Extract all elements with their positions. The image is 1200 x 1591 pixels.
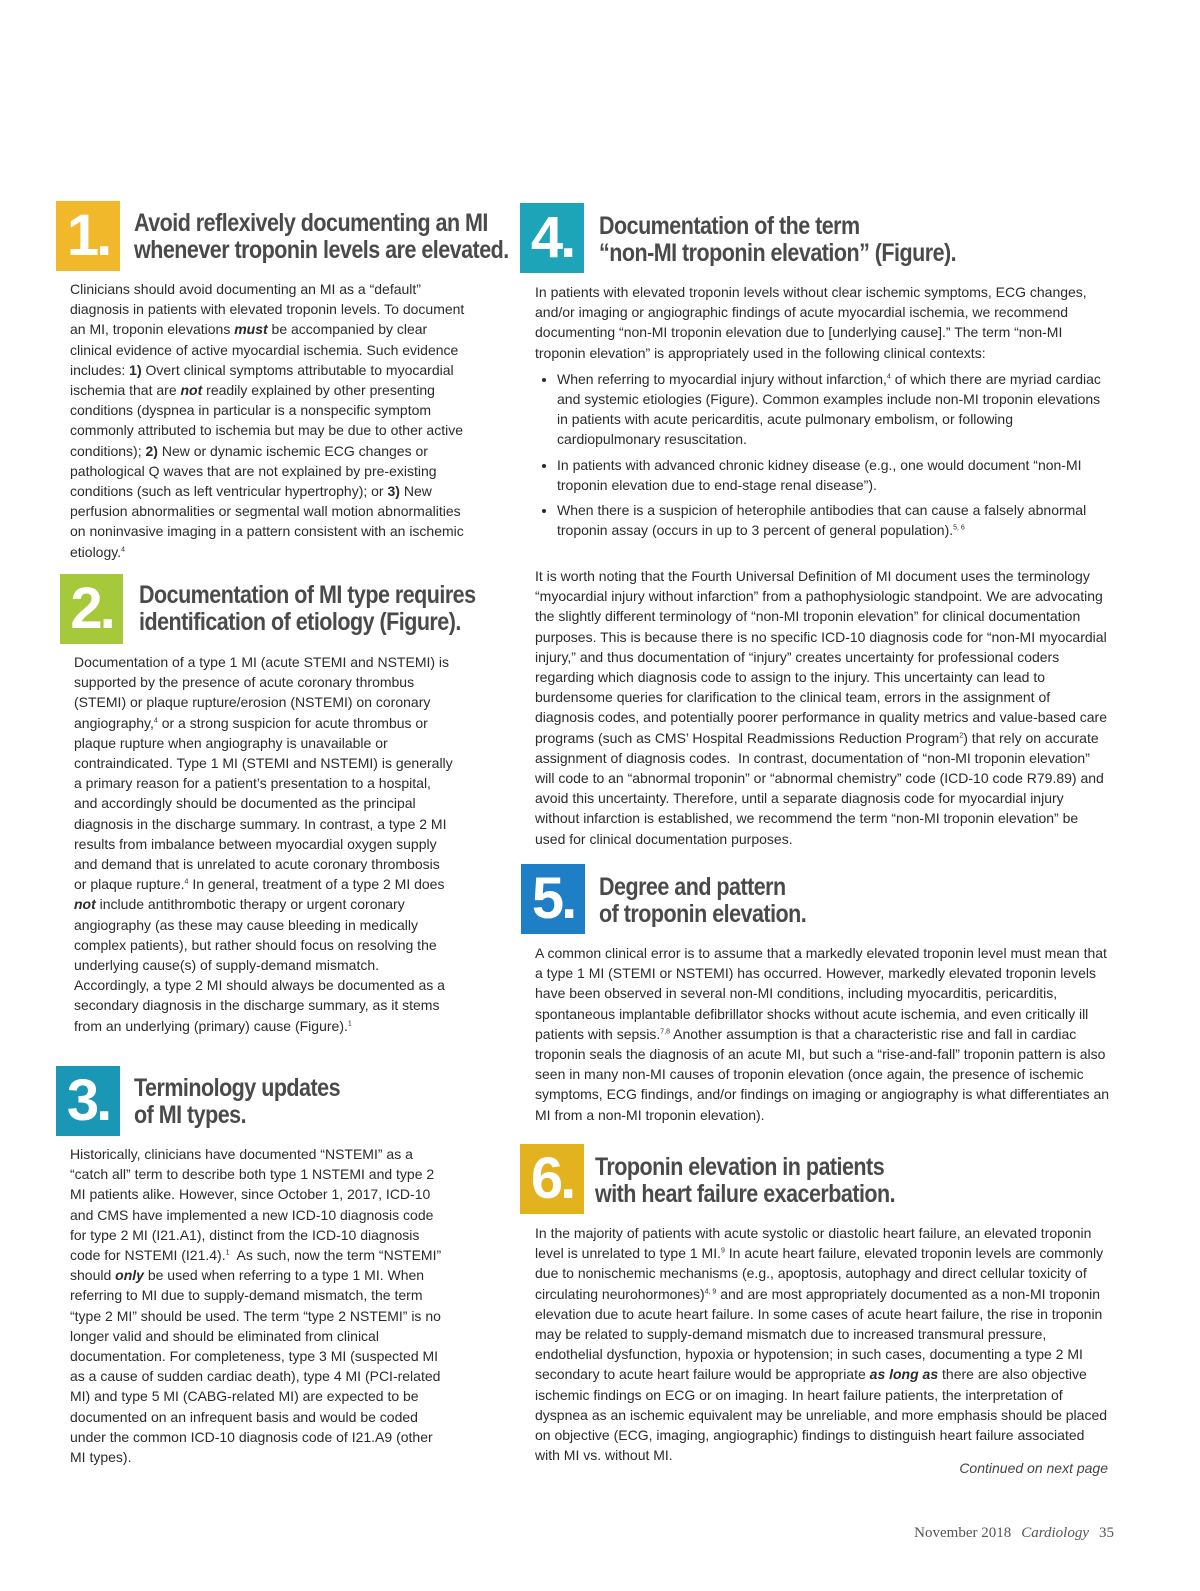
section-heading	[599, 874, 806, 928]
section-heading	[134, 1075, 340, 1129]
bullet-list	[535, 369, 1105, 541]
bullet-item: • In patients with advanced chronic kidney disease (e.g., one would document “non-MI troponin elevation due to end-stage renal disease”).	[557, 455, 1105, 495]
heading-line: Troponin elevation in patients	[595, 1153, 885, 1181]
magazine-name: Cardiology	[1021, 1525, 1089, 1541]
body-paragraph: Documentation of a type 1 MI (acute STEMI and NSTEMI) is supported by the presence of acute coronary thrombus (STEMI) or plaque rupture/erosion (NSTEMI) on coronary angiography,$^4$ or a strong suspicion for acute thrombus or plaque rupture when angiography is unavailable or contraindicated. Type 1 MI (STEMI and NSTEMI) is generally a primary reason for a patient’s presentation to a hospital, and accordingly should be documented as the principal diagnosis in the discharge summary. In contrast, a type 2 MI results from imbalance between myocardial oxygen supply and demand that is unrelated to acute coronary thrombosis or plaque rupture.$^4$ In general, treatment of a type 2 MI does not include antithrombotic therapy or urgent coronary angiography (as these may cause bleeding in medically complex patients), but rather should focus on resolving the underlying cause(s) of supply-demand mismatch. Accordingly, a type 2 MI should always be documented as a secondary diagnosis in the discharge summary, as it stems from an underlying (primary) cause (Figure).$^1$	[74, 654, 453, 1034]
heading-line: Documentation of MI type requires	[139, 581, 476, 609]
heading-line: identification of etiology (Figure).	[139, 608, 461, 636]
page-footer	[860, 1525, 1114, 1542]
heading-line: “non-MI troponin elevation” (Figure).	[599, 239, 957, 267]
heading-line: whenever troponin levels are elevated.	[134, 236, 509, 264]
section-body	[74, 652, 456, 1036]
body-paragraph: In the majority of patients with acute systolic or diastolic heart failure, an elevated troponin level is unrelated to type 1 MI.$^9$ In acute heart failure, elevated troponin levels are commonly due to nonischemic mechanisms (e.g., apoptosis, autophagy and direct cellular toxicity of circulating neurohormones)$^{4, 9}$ and are most appropriately documented as a non-MI troponin elevation due to acute heart failure. In some cases of acute heart failure, the rise in troponin may be related to supply-demand mismatch due to increased transmural pressure, endothelial dysfunction, hypoxia or hypotension; in such cases, documenting a type 2 MI secondary to acute heart failure would be appropriate as long as there are also objective ischemic findings on ECG or on imaging. In heart failure patients, the interpretation of dyspnea as an ischemic equivalent may be unreliable, and more emphasis should be placed on objective (ECG, imaging, angiographic) findings to distinguish heart failure associated with MI vs. without MI.	[535, 1225, 1108, 1464]
body-paragraph: Historically, clinicians have documented “NSTEMI” as a “catch all” term to describe both type 1 NSTEMI and type 2 MI patients alike. However, since October 1, 2017, ICD-10 and CMS have implemented a new ICD-10 diagnosis code for type 2 MI (I21.A1), distinct from the ICD-10 diagnosis code for NSTEMI (I21.4).$^1$ As such, now the term “NSTEMI” should only be used when referring to a type 1 MI. When referring to MI due to supply-demand mismatch, the term “type 2 MI” should be used. The term “type 2 NSTEMI” is no longer valid and should be eliminated from clinical documentation. For completeness, type 3 MI (suspected MI as a cause of sudden cardiac death), type 4 MI (PCI-related MI) and type 5 MI (CABG-related MI) are expected to be documented on an infrequent basis and would be coded under the common ICD-10 diagnosis code of I21.A9 (other MI types).	[70, 1146, 442, 1466]
heading-line: of troponin elevation.	[599, 900, 807, 928]
bullet-item: • When referring to myocardial injury without infarction,$^4$ of which there are myriad cardiac and systemic etiologies (Figure). Common examples include non-MI troponin elevations in patients with acute pericarditis, acute pulmonary embolism, or following cardiopulmonary resuscitation.	[557, 369, 1105, 450]
body-paragraph: It is worth noting that the Fourth Universal Definition of MI document uses the terminology “myocardial injury without infarction” from a pathophysiologic standpoint. We are advocating the slightly different terminology of “non-MI troponin elevation” for clinical documentation purposes. This is because there is no specific ICD-10 diagnosis code for “non-MI myocardial injury,” and thus documentation of “injury” creates uncertainty for professional coders regarding which diagnosis code to assign to the injury. This uncertainty can lead to burdensome queries for clarification to the clinical team, errors in the assignment of diagnosis codes, and potentially poorer performance in quality metrics and value-based care programs (such as CMS’ Hospital Readmissions Reduction Program$^2$) that rely on accurate assignment of diagnosis codes. In contrast, documentation of “non-MI troponin elevation” will code to an “abnormal troponin” or “abnormal chemistry” code (ICD-10 code R79.89) and avoid this uncertainty. Therefore, until a separate diagnosis code for myocardial injury without infarction is established, we recommend the term “non-MI troponin elevation” be used for clinical documentation purposes.	[535, 568, 1107, 847]
section-number-badge: 3.	[56, 1066, 120, 1136]
bullet-item: • When there is a suspicion of heterophile antibodies that can cause a falsely abnormal troponin assay (occurs in up to 3 percent of general population).$^{5, 6}$	[557, 500, 1105, 540]
heading-line: Avoid reflexively documenting an MI	[134, 209, 488, 237]
heading-line: of MI types.	[134, 1101, 247, 1129]
body-paragraph: Clinicians should avoid documenting an MI as a “default” diagnosis in patients with elevated troponin levels. To document an MI, troponin elevations must be accompanied by clear clinical evidence of active myocardial ischemia. Such evidence includes: 1) Overt clinical symptoms attributable to myocardial ischemia that are not readily explained by other presenting conditions (dyspnea in particular is a nonspecific symptom commonly attributed to ischemia but may be due to other active conditions); 2) New or dynamic ischemic ECG changes or pathological Q waves that are not explained by pre-existing conditions (such as left ventricular hypertrophy); or 3) New perfusion abnormalities or segmental wall motion abnormalities on noninvasive imaging in a pattern consistent with an ischemic etiology.$^4$	[70, 281, 465, 560]
section-body-continued	[535, 566, 1107, 849]
page-number: 35	[1099, 1525, 1114, 1541]
section-number-badge: 1.	[56, 201, 120, 271]
section-number-badge: 6.	[520, 1144, 584, 1214]
section-number-badge: 4.	[520, 203, 584, 273]
heading-line: with heart failure exacerbation.	[595, 1180, 896, 1208]
body-paragraph: In patients with elevated troponin levels without clear ischemic symptoms, ECG changes, and/or imaging or angiographic findings of acute myocardial ischemia, we recommend documenting “non-MI troponin elevation due to [underlying cause].” The term “non-MI troponin elevation” is appropriately used in the following clinical contexts:	[535, 284, 1087, 361]
section-body	[70, 1144, 452, 1467]
section-body	[70, 279, 466, 562]
section-number-badge: 5.	[521, 864, 585, 934]
section-body	[535, 282, 1105, 545]
heading-line: Terminology updates	[134, 1074, 341, 1102]
section-number-badge: 2.	[60, 574, 123, 644]
section-heading	[595, 1154, 895, 1208]
section-body	[535, 943, 1110, 1125]
section-heading	[139, 582, 476, 636]
issue-date: November 2018	[914, 1525, 1012, 1541]
heading-line: Degree and pattern	[599, 873, 786, 901]
section-heading	[599, 213, 956, 267]
section-heading	[134, 210, 509, 264]
body-paragraph: A common clinical error is to assume that a markedly elevated troponin level must mean that a type 1 MI (STEMI or NSTEMI) has occurred. However, markedly elevated troponin levels have been observed in several non-MI conditions, including myocarditis, pericarditis, spontaneous implantable defibrillator shocks without acute ischemia, and even critically ill patients with sepsis.$^{7,8}$ Another assumption is that a characteristic rise and fall in cardiac troponin seals the diagnosis of an acute MI, but such a “rise-and-fall” troponin pattern is also seen in many non-MI causes of troponin elevation (once again, the presence of ischemic symptoms, ECG findings, and/or findings on imaging or angiography is what differentiates an MI from a non-MI troponin elevation).	[535, 945, 1110, 1123]
section-body	[535, 1223, 1110, 1465]
continued-note: Continued on next page	[959, 1460, 1108, 1476]
heading-line: Documentation of the term	[599, 212, 860, 240]
